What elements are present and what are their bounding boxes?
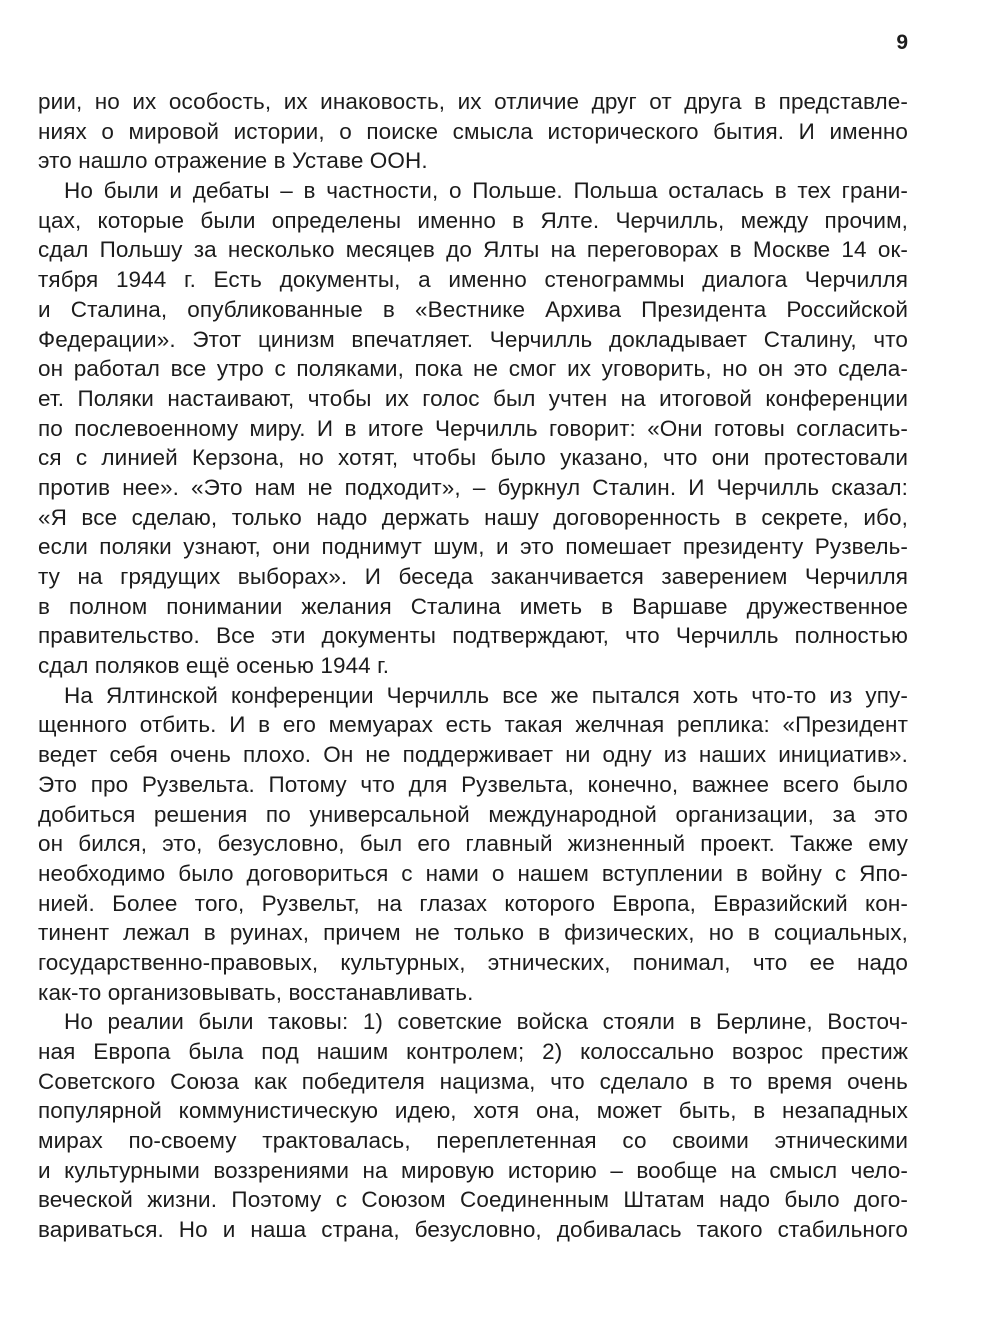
page-number: 9: [896, 31, 908, 54]
text-line: он бился, это, безусловно, был его главный жизненный проект. Также ему: [38, 831, 908, 857]
text-line: ная Европа была под нашим контролем; 2) колоссально возрос престиж: [38, 1039, 908, 1064]
paragraph: [38, 681, 908, 1008]
text-line: и культурными воззрениями на мировую историю – вообще на смысл чело-: [38, 1157, 908, 1183]
text-line: сдал Польшу за несколько месяцев до Ялты на переговорах в Москве 14 ок-: [38, 237, 908, 263]
text-line: Но были и дебаты – в частности, о Польше. Польша осталась в тех грани-: [64, 178, 908, 204]
text-line: в полном понимании желания Сталина иметь в Варшаве дружественное: [38, 593, 908, 619]
paragraph: [38, 1007, 908, 1245]
text-line: как-то организовывать, восстанавливать.: [38, 979, 474, 1005]
text-line: ся с линией Керзона, но хотят, чтобы было указано, что они протестовали: [38, 445, 908, 471]
text-line: ту на грядущих выборах». И беседа заканчивается заверением Черчилля: [38, 564, 908, 589]
text-line: необходимо было договориться с нами о нашем вступлении в войну с Япо-: [38, 860, 908, 886]
text-line: щенного отбить. И в его мемуарах есть такая желчная реплика: «Президент: [38, 712, 908, 738]
text-line: ет. Поляки настаивают, чтобы их голос был учтен на итоговой конференции: [38, 385, 908, 411]
paragraph: [38, 87, 908, 176]
text-line: Федерации». Этот цинизм впечатляет. Черчилль докладывает Сталину, что: [38, 326, 908, 352]
text-line: популярной коммунистическую идею, хотя она, может быть, в незападных: [38, 1098, 908, 1124]
text-line: и Сталина, опубликованные в «Вестнике Архива Президента Российской: [38, 296, 908, 322]
text-line: вариваться. Но и наша страна, безусловно, добивалась такого стабильного: [38, 1217, 908, 1243]
text-line: ведет себя очень плохо. Он не поддерживает ни одну из наших инициатив».: [38, 742, 908, 768]
text-line: Советского Союза как победителя нацизма, что сделало в то время очень: [38, 1068, 908, 1094]
text-line: если поляки узнают, они поднимут шум, и это помешает президенту Рузвель-: [38, 534, 908, 560]
text-line: добиться решения по универсальной международной организации, за это: [38, 801, 908, 827]
text-line: правительство. Все эти документы подтверждают, что Черчилль полностью: [38, 623, 908, 649]
text-line: Это про Рузвельта. Потому что для Рузвельта, конечно, важнее всего было: [38, 771, 908, 797]
text-line: тинент лежал в руинах, причем не только в физических, но в социальных,: [38, 920, 908, 946]
paragraph: [38, 176, 908, 681]
text-line: рии, но их особость, их инаковость, их отличие друг от друга в представле-: [38, 89, 908, 114]
text-line: мирах по-своему трактовалась, переплетенная со своими этническими: [38, 1128, 908, 1154]
body-text: [38, 87, 908, 1245]
text-line: тября 1944 г. Есть документы, а именно стенограммы диалога Черчилля: [38, 267, 908, 293]
text-line: ниях о мировой истории, о поиске смысла исторического бытия. И именно: [38, 118, 908, 144]
text-line: государственно-правовых, культурных, этнических, понимал, что ее надо: [38, 949, 908, 975]
text-line: он работал все утро с поляками, пока не смог их уговорить, но он это сдела-: [38, 356, 908, 382]
text-line: нией. Более того, Рузвельт, на глазах которого Европа, Евразийский кон-: [38, 890, 908, 916]
text-line: цах, которые были определены именно в Ялте. Черчилль, между прочим,: [38, 207, 908, 233]
text-line: На Ялтинской конференции Черчилль все же пытался хоть что-то из упу-: [64, 682, 908, 708]
text-line: Но реалии были таковы: 1) советские войска стояли в Берлине, Восточ-: [64, 1009, 908, 1035]
text-line: против нее». «Это нам не подходит», – буркнул Сталин. И Черчилль сказал:: [38, 474, 908, 500]
text-line: сдал поляков ещё осенью 1944 г.: [38, 653, 390, 679]
text-line: это нашло отражение в Уставе ООН.: [38, 148, 428, 174]
text-line: «Я все сделаю, только надо держать нашу договоренность в секрете, ибо,: [38, 504, 908, 530]
text-line: веческой жизни. Поэтому с Союзом Соединенным Штатам надо было дого-: [38, 1187, 908, 1213]
text-line: по послевоенному миру. И в итоге Черчилль говорит: «Они готовы согласить-: [38, 415, 908, 441]
